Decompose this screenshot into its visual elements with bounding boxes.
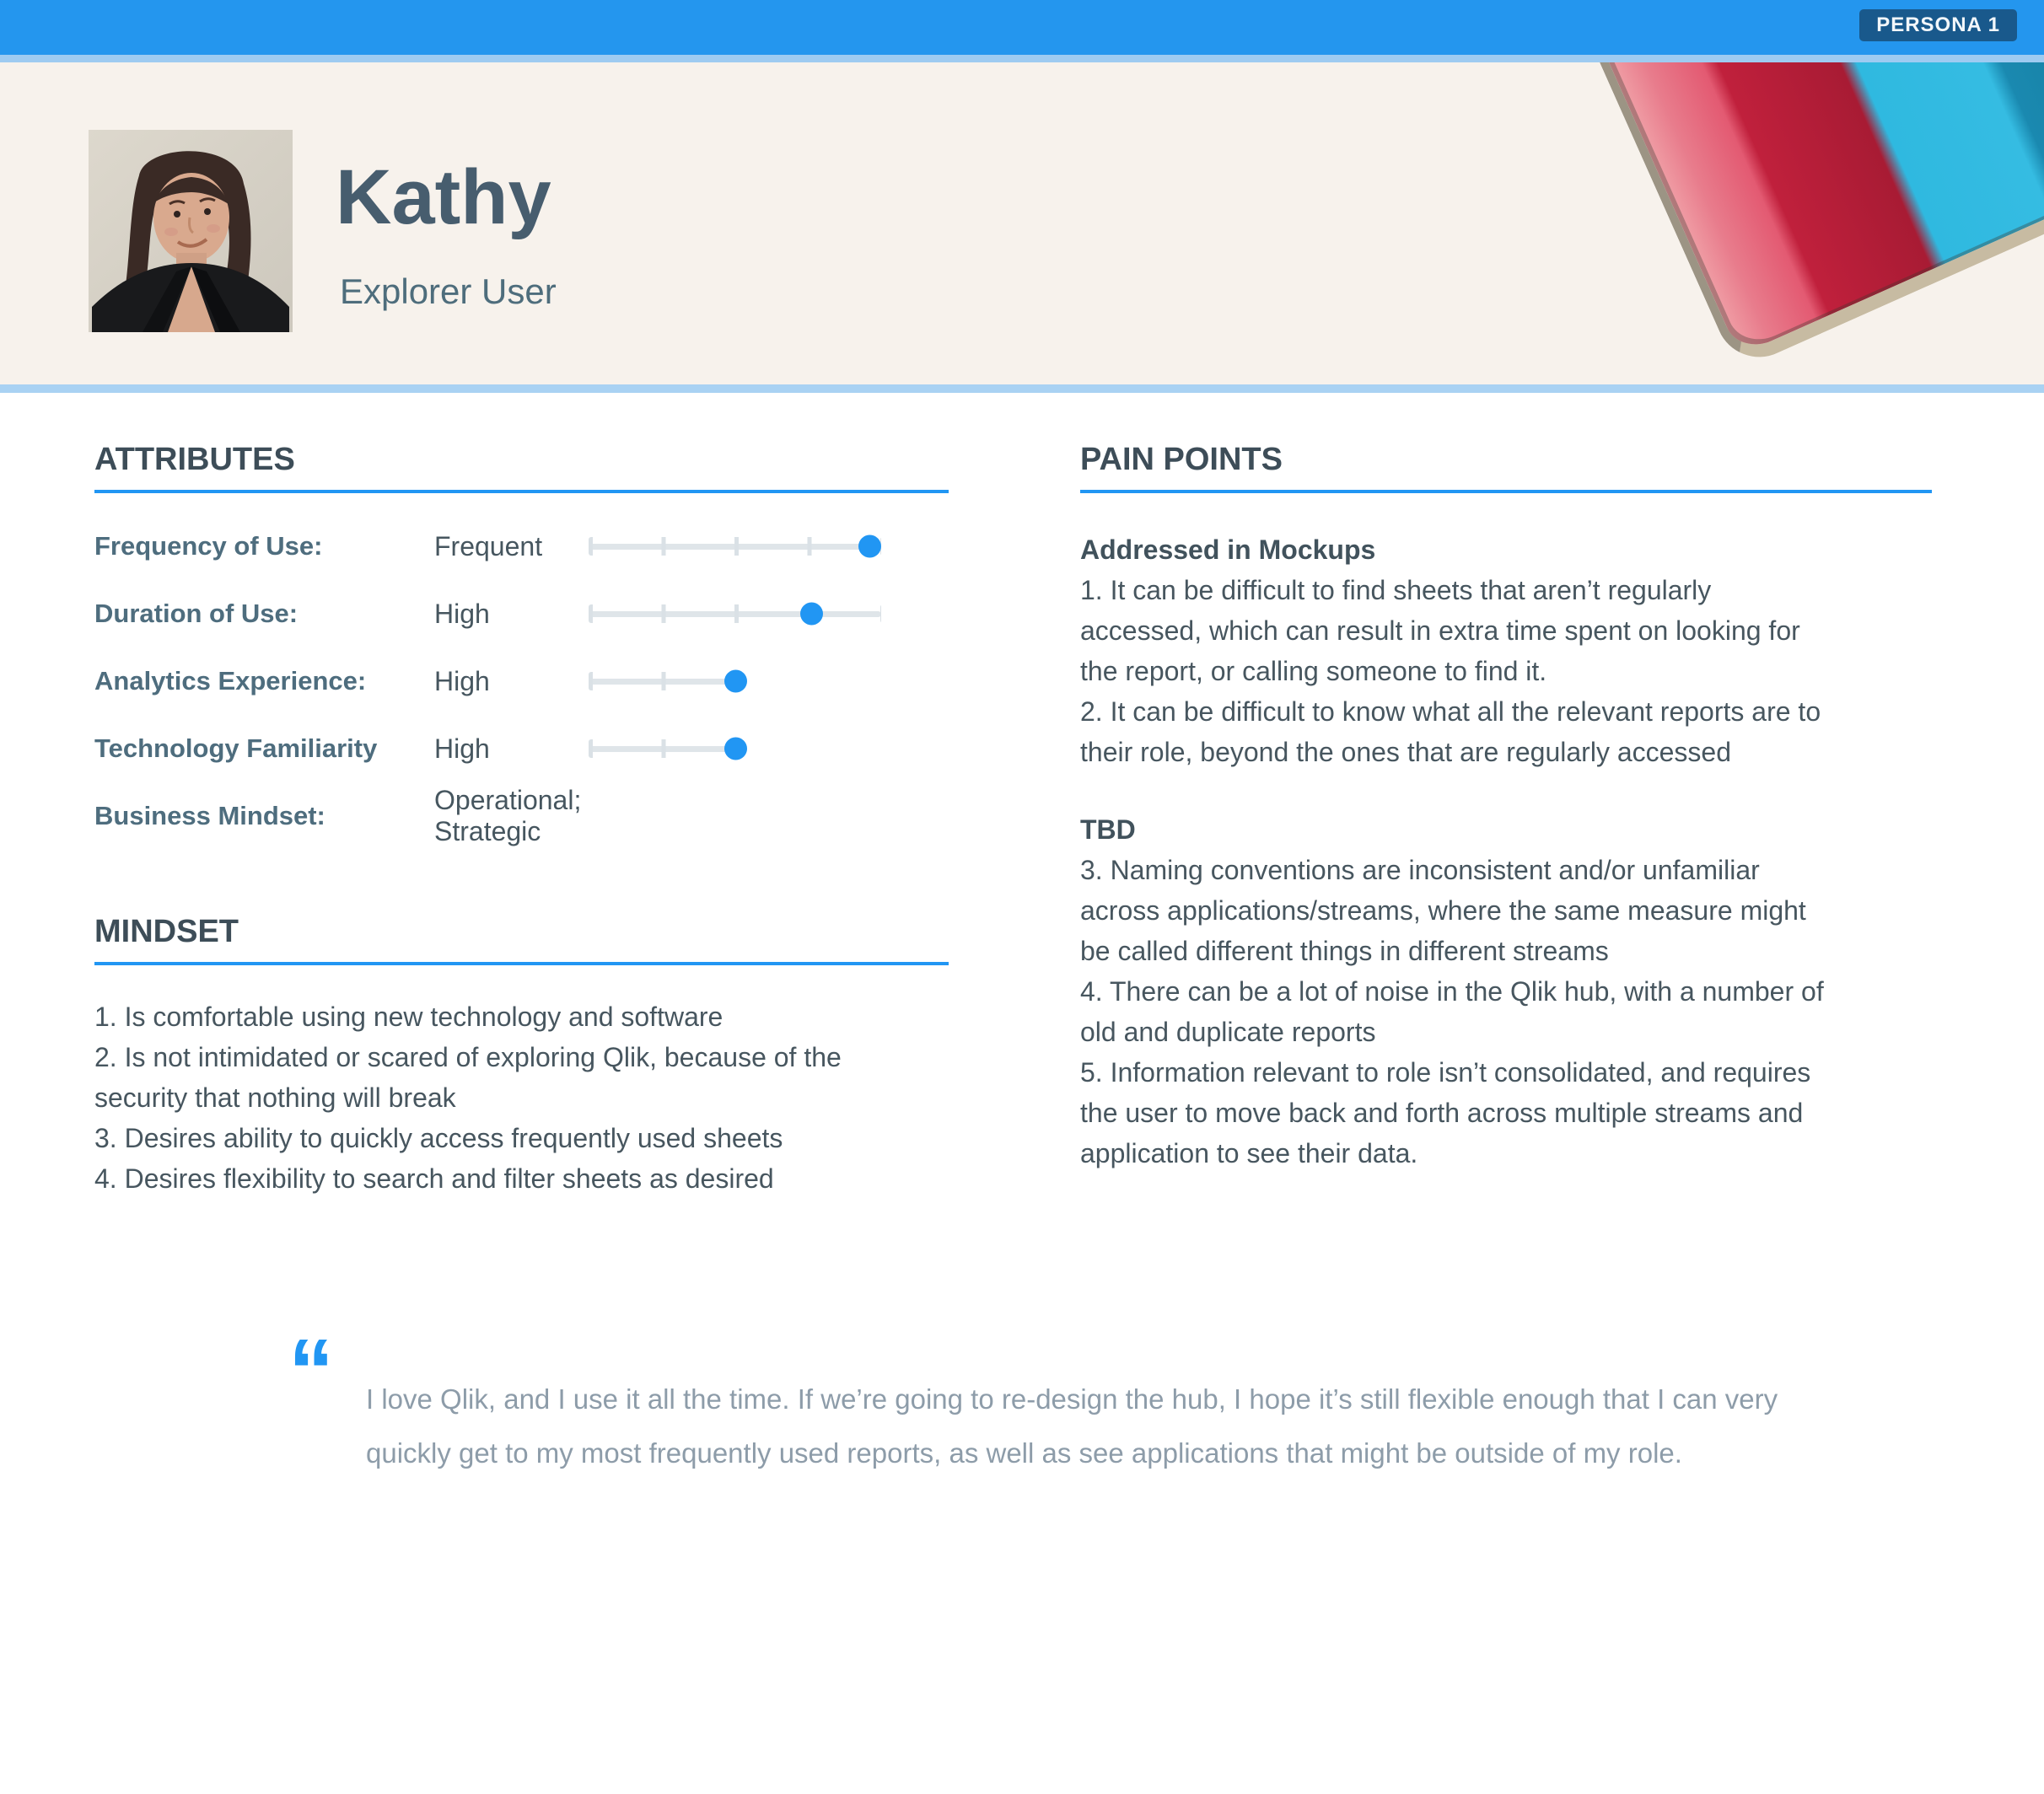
pain-points-group [1080,809,1831,1174]
attribute-value: Operational; Strategic [434,785,582,846]
pain-points-title: PAIN POINTS [1080,442,1932,493]
pain-group-subtitle: TBD [1080,814,1136,845]
pain-points-group [1080,529,1831,772]
pain-points-body [1080,529,1831,1174]
persona-quote: I love Qlik, and I use it all the time. If we’re going to re-design the hub, I hope it’s still flexible enough that I can very quickly get to my most frequently used reports, as well as see applications that might be outside of my role. [366,1383,1778,1469]
slider-track [589,537,881,556]
mindset-item: 1. Is comfortable using new technology and software [94,1002,723,1032]
slider-handle[interactable] [800,603,823,626]
attribute-label: Technology Familiarity [94,733,378,763]
slider-handle[interactable] [724,738,747,760]
pain-point-item: 3. Naming conventions are inconsistent and/or unfamiliar across applications/streams, where the same measure might be called different things in different streams [1080,855,1806,966]
attribute-value: High [434,598,490,629]
crayon-tin-illustration [1396,62,2044,371]
crayons-photo [1361,62,2044,384]
persona-photo [89,130,293,332]
mindset-item: 2. Is not intimidated or scared of exploring Qlik, because of the security that nothing will break [94,1042,842,1113]
top-bar [0,0,2044,55]
pain-group-subtitle: Addressed in Mockups [1080,534,1376,565]
mindset-list [94,996,933,1199]
persona-name: Kathy [336,154,551,240]
attribute-slider[interactable] [589,739,881,758]
slider-handle[interactable] [858,535,881,558]
attribute-value: High [434,733,490,764]
persona-role: Explorer User [340,271,557,311]
attribute-label: Business Mindset: [94,801,325,830]
attribute-label: Frequency of Use: [94,531,323,561]
attribute-row [94,647,949,715]
attribute-row [94,580,949,647]
mindset-item: 3. Desires ability to quickly access frequently used sheets [94,1123,783,1153]
slider-track [589,604,881,623]
pain-point-item: 1. It can be difficult to find sheets that aren’t regularly accessed, which can result in extra time spent on looking for the report, or calling someone to find it. [1080,575,1800,686]
attribute-row [94,715,949,782]
persona-badge: PERSONA 1 [1859,9,2017,41]
quote-mark-icon: “ [288,1319,334,1421]
attribute-label: Analytics Experience: [94,666,367,696]
slider-track [589,739,746,758]
attribute-value: High [434,665,490,696]
slider-handle[interactable] [724,670,747,693]
attribute-row [94,513,949,580]
pain-point-item: 5. Information relevant to role isn’t consolidated, and requires the user to move back and forth across multiple streams and application to see their data. [1080,1057,1811,1168]
pain-point-item: 4. There can be a lot of noise in the Qlik hub, with a number of old and duplicate reports [1080,976,1824,1047]
slider-track [589,672,740,690]
attribute-slider[interactable] [589,537,881,556]
attributes-table [94,513,949,850]
mindset-item: 4. Desires flexibility to search and filter sheets as desired [94,1163,774,1194]
attribute-value: Frequent [434,530,543,561]
mindset-title: MINDSET [94,914,949,965]
attributes-title: ATTRIBUTES [94,442,949,493]
attribute-slider[interactable] [589,672,881,690]
header [0,62,2044,384]
attribute-row [94,782,949,850]
top-bar-accent-strip [0,55,2044,62]
header-accent-strip [0,384,2044,393]
pain-point-item: 2. It can be difficult to know what all the relevant reports are to their role, beyond the ones that are regularly accessed [1080,696,1821,767]
attribute-slider[interactable] [589,604,881,623]
attribute-label: Duration of Use: [94,599,299,628]
